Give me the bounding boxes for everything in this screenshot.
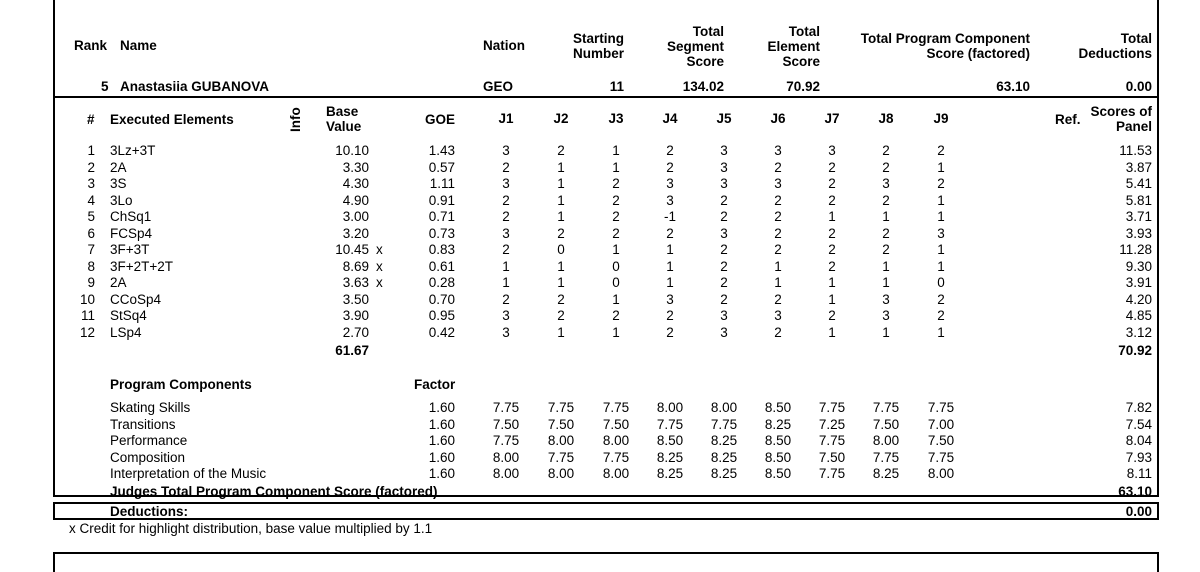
element-judge-score: 2 (557, 291, 565, 307)
element-goe: 0.61 (428, 258, 455, 274)
component-factor: 1.60 (428, 449, 455, 465)
element-judge-score: 2 (828, 192, 836, 208)
component-judge-score: 7.75 (710, 416, 738, 432)
element-judge-score: 2 (720, 275, 728, 290)
judge-header-4: J4 (662, 111, 678, 126)
element-judge-score: 2 (502, 159, 510, 175)
element-name: 3F+2T+2T (110, 258, 174, 274)
element-judge-score: 2 (612, 192, 620, 208)
element-panel-score: 3.93 (1125, 225, 1152, 241)
element-goe: 1.11 (429, 176, 455, 191)
element-judge-score: 2 (720, 209, 728, 224)
judge-header-5: J5 (716, 111, 732, 126)
element-judge-score: 1 (502, 258, 510, 274)
element-judge-score: 3 (666, 291, 674, 307)
component-name: Transitions (110, 416, 176, 432)
header-line: Panel (1115, 119, 1152, 134)
element-judge-score: 2 (612, 225, 620, 241)
element-panel-score: 11.28 (1119, 242, 1152, 257)
element-judge-score: 1 (666, 275, 674, 290)
element-base-value: 4.90 (342, 192, 369, 208)
element-panel-score: 11.53 (1119, 143, 1152, 158)
element-judge-score: 2 (720, 291, 728, 307)
element-judge-score: 1 (882, 209, 890, 224)
component-judge-score: 7.75 (818, 466, 846, 481)
component-judge-score: 8.00 (872, 433, 900, 448)
element-judge-score: 3 (882, 291, 890, 307)
component-panel-score: 7.54 (1125, 416, 1152, 432)
element-judge-score: 1 (882, 275, 890, 290)
element-judge-score: 1 (828, 324, 836, 340)
element-judge-score: 3 (720, 143, 728, 158)
element-judge-score: 3 (502, 225, 510, 241)
component-judge-score: 8.50 (764, 466, 792, 481)
element-judge-score: 2 (774, 242, 782, 257)
element-judge-score: -1 (663, 209, 676, 224)
element-panel-score: 3.87 (1125, 159, 1152, 175)
element-goe: 1.43 (428, 143, 455, 158)
elements-header-num: # (87, 112, 95, 127)
element-judge-score: 0 (557, 242, 565, 257)
element-num: 1 (87, 143, 95, 158)
element-judge-score: 1 (937, 209, 945, 224)
element-base-value: 4.30 (342, 176, 369, 191)
element-judge-score: 2 (612, 209, 620, 224)
component-judge-score: 8.00 (602, 466, 630, 481)
element-base-value: 10.10 (335, 143, 369, 158)
element-goe: 0.70 (428, 291, 455, 307)
component-judge-score: 7.75 (818, 433, 846, 448)
component-judge-score: 8.25 (710, 433, 738, 448)
component-judge-score: 7.50 (818, 449, 846, 465)
element-judge-score: 2 (774, 192, 782, 208)
components-total-label: Judges Total Program Component Score (factored) (110, 484, 438, 499)
element-judge-score: 1 (774, 275, 782, 290)
element-judge-score: 2 (502, 209, 510, 224)
element-judge-score: 2 (882, 159, 890, 175)
element-judge-score: 2 (666, 225, 674, 241)
element-judge-score: 3 (774, 308, 782, 323)
element-bonus-mark: x (376, 242, 383, 257)
element-judge-score: 1 (937, 242, 945, 257)
component-judge-score: 8.00 (547, 466, 575, 481)
element-judge-score: 3 (937, 225, 945, 241)
component-factor: 1.60 (428, 400, 455, 415)
element-judge-score: 3 (774, 176, 782, 191)
elements-total-base: 61.67 (335, 343, 369, 358)
skater-starting-number: 11 (609, 79, 624, 94)
header-line: Value (326, 119, 362, 134)
judge-header-6: J6 (770, 111, 786, 126)
skater-tss: 134.02 (682, 79, 724, 94)
element-judge-score: 2 (828, 176, 836, 191)
component-panel-score: 7.82 (1125, 400, 1152, 415)
component-panel-score: 8.04 (1125, 433, 1152, 448)
component-judge-score: 8.00 (492, 466, 520, 481)
component-panel-score: 8.11 (1126, 466, 1152, 481)
header-tss (640, 24, 724, 69)
element-name: 2A (110, 159, 127, 175)
element-judge-score: 2 (720, 242, 728, 257)
element-judge-score: 2 (882, 225, 890, 241)
component-judge-score: 8.00 (547, 433, 575, 448)
element-judge-score: 2 (502, 192, 510, 208)
element-judge-score: 0 (612, 275, 620, 290)
element-judge-score: 3 (666, 192, 674, 208)
element-judge-score: 0 (612, 258, 620, 274)
element-judge-score: 1 (666, 258, 674, 274)
component-judge-score: 8.50 (764, 400, 792, 415)
element-judge-score: 1 (937, 258, 945, 274)
element-judge-score: 1 (502, 275, 510, 290)
component-judge-score: 8.00 (656, 400, 684, 415)
element-judge-score: 1 (557, 275, 565, 290)
element-panel-score: 3.12 (1125, 324, 1152, 340)
footnote: x Credit for highlight distribution, base value multiplied by 1.1 (69, 521, 433, 536)
judge-header-7: J7 (824, 111, 840, 126)
header-line: Number (572, 46, 624, 61)
element-goe: 0.57 (428, 159, 455, 175)
element-judge-score: 3 (720, 225, 728, 241)
element-judge-score: 3 (502, 176, 510, 191)
component-judge-score: 7.75 (927, 400, 955, 415)
component-name: Interpretation of the Music (110, 466, 267, 481)
element-num: 6 (87, 225, 95, 241)
header-line: Base (326, 104, 359, 119)
element-num: 11 (80, 308, 95, 323)
component-judge-score: 7.75 (818, 400, 846, 415)
element-base-value: 8.69 (342, 258, 369, 274)
component-judge-score: 8.25 (656, 466, 684, 481)
elements-header-info: Info (288, 107, 303, 132)
skater-rank: 5 (101, 79, 109, 94)
component-judge-score: 7.50 (872, 416, 900, 432)
element-name: 2A (110, 275, 127, 290)
element-judge-score: 3 (720, 324, 728, 340)
element-judge-score: 1 (557, 176, 565, 191)
element-name: LSp4 (110, 324, 142, 340)
component-judge-score: 8.00 (710, 400, 738, 415)
elements-header-ref: Ref. (1055, 112, 1081, 127)
element-judge-score: 2 (828, 225, 836, 241)
element-num: 7 (87, 242, 95, 257)
element-panel-score: 3.91 (1125, 275, 1152, 290)
skater-deductions: 0.00 (1125, 79, 1152, 94)
element-panel-score: 3.71 (1125, 209, 1152, 224)
element-base-value: 3.90 (342, 308, 369, 323)
element-judge-score: 1 (937, 192, 945, 208)
element-judge-score: 2 (774, 291, 782, 307)
judge-header-3: J3 (608, 111, 624, 126)
element-name: 3Lo (110, 192, 133, 208)
component-judge-score: 7.25 (818, 416, 846, 432)
element-judge-score: 2 (612, 176, 620, 191)
element-base-value: 3.30 (342, 159, 369, 175)
elements-total-panel: 70.92 (1118, 343, 1152, 358)
element-bonus-mark: x (376, 258, 383, 274)
element-judge-score: 3 (720, 159, 728, 175)
element-judge-score: 3 (720, 176, 728, 191)
element-judge-score: 3 (666, 176, 674, 191)
component-judge-score: 7.50 (547, 416, 575, 432)
element-num: 2 (87, 159, 95, 175)
element-judge-score: 3 (882, 176, 890, 191)
element-goe: 0.95 (428, 308, 455, 323)
element-judge-score: 3 (828, 143, 836, 158)
component-judge-score: 8.50 (764, 433, 792, 448)
element-judge-score: 2 (774, 209, 782, 224)
skater-name: Anastasiia GUBANOVA (120, 79, 270, 94)
element-judge-score: 2 (882, 143, 890, 158)
element-judge-score: 1 (557, 258, 565, 274)
element-judge-score: 2 (937, 291, 945, 307)
element-bonus-mark: x (376, 275, 383, 290)
component-judge-score: 7.75 (602, 400, 630, 415)
element-judge-score: 2 (774, 324, 782, 340)
component-factor: 1.60 (428, 466, 455, 481)
element-num: 9 (87, 275, 95, 290)
element-judge-score: 2 (882, 192, 890, 208)
element-num: 8 (87, 258, 95, 274)
element-judge-score: 2 (828, 258, 836, 274)
component-judge-score: 7.75 (602, 449, 630, 465)
element-judge-score: 1 (557, 324, 565, 340)
component-judge-score: 8.00 (492, 449, 520, 465)
element-judge-score: 1 (612, 242, 620, 257)
component-judge-score: 7.75 (656, 416, 684, 432)
element-goe: 0.73 (428, 225, 455, 241)
header-pcs (830, 31, 1030, 61)
element-judge-score: 2 (828, 308, 836, 323)
element-judge-score: 3 (882, 308, 890, 323)
element-judge-score: 1 (937, 159, 945, 175)
judge-header-1: J1 (498, 111, 514, 126)
component-judge-score: 7.50 (927, 433, 955, 448)
element-judge-score: 0 (937, 275, 945, 290)
skater-pcs: 63.10 (996, 79, 1030, 94)
header-line: Total (788, 24, 820, 39)
header-deductions (1050, 31, 1152, 61)
element-num: 3 (87, 176, 95, 191)
element-panel-score: 5.41 (1125, 176, 1152, 191)
element-judge-score: 1 (774, 258, 782, 274)
header-line: Score (factored) (926, 46, 1030, 61)
element-judge-score: 2 (502, 291, 510, 307)
element-judge-score: 3 (720, 308, 728, 323)
element-judge-score: 2 (828, 159, 836, 175)
component-name: Composition (110, 449, 186, 465)
header-starting-number (540, 31, 624, 61)
element-goe: 0.28 (428, 275, 455, 290)
element-judge-score: 2 (774, 225, 782, 241)
component-judge-score: 8.25 (710, 466, 738, 481)
component-judge-score: 8.25 (656, 449, 684, 465)
header-line: Segment (666, 39, 724, 54)
element-base-value: 10.45 (335, 242, 369, 257)
element-panel-score: 4.20 (1125, 291, 1152, 307)
element-judge-score: 1 (828, 275, 836, 290)
element-judge-score: 2 (828, 242, 836, 257)
element-judge-score: 2 (557, 308, 565, 323)
element-goe: 0.42 (428, 324, 455, 340)
component-judge-score: 8.00 (602, 433, 630, 448)
element-judge-score: 3 (502, 308, 510, 323)
deductions-value: 0.00 (1125, 504, 1152, 519)
element-panel-score: 5.81 (1125, 192, 1152, 208)
element-judge-score: 2 (720, 258, 728, 274)
component-panel-score: 7.93 (1125, 449, 1152, 465)
header-line: Total (692, 24, 724, 39)
element-judge-score: 3 (502, 324, 510, 340)
element-name: 3Lz+3T (110, 143, 156, 158)
component-judge-score: 7.75 (492, 433, 520, 448)
element-num: 12 (79, 324, 95, 340)
header-line: Deductions (1078, 46, 1152, 61)
component-judge-score: 8.00 (927, 466, 955, 481)
element-panel-score: 4.85 (1125, 308, 1152, 323)
element-judge-score: 2 (666, 308, 674, 323)
element-judge-score: 3 (502, 143, 510, 158)
element-name: 3F+3T (110, 242, 150, 257)
elements-header-title: Executed Elements (110, 112, 234, 127)
element-judge-score: 1 (882, 258, 890, 274)
component-judge-score: 8.50 (764, 449, 792, 465)
element-judge-score: 2 (666, 324, 674, 340)
element-base-value: 2.70 (342, 324, 369, 340)
element-judge-score: 1 (612, 159, 620, 175)
header-line: Element (767, 39, 820, 54)
header-line: Total (1120, 31, 1152, 46)
header-line: Score (782, 54, 820, 69)
elements-header-panel (1050, 104, 1152, 134)
component-judge-score: 7.75 (872, 400, 900, 415)
element-judge-score: 1 (557, 159, 565, 175)
header-line: Total Program Component (860, 31, 1030, 46)
element-judge-score: 2 (720, 192, 728, 208)
element-base-value: 3.50 (342, 291, 369, 307)
element-judge-score: 1 (828, 291, 836, 307)
component-judge-score: 7.75 (547, 400, 575, 415)
element-judge-score: 2 (882, 242, 890, 257)
element-judge-score: 1 (557, 209, 565, 224)
element-judge-score: 1 (612, 324, 620, 340)
element-judge-score: 2 (937, 176, 945, 191)
component-judge-score: 7.75 (492, 400, 520, 415)
skater-nation: GEO (483, 79, 514, 94)
element-judge-score: 2 (612, 308, 620, 323)
components-header-title: Program Components (110, 377, 252, 392)
element-base-value: 3.20 (342, 225, 369, 241)
component-judge-score: 7.50 (602, 416, 630, 432)
component-judge-score: 7.75 (872, 449, 900, 465)
component-judge-score: 8.25 (764, 416, 792, 432)
divider (53, 96, 1159, 98)
component-judge-score: 7.75 (927, 449, 955, 465)
element-judge-score: 2 (502, 242, 510, 257)
element-judge-score: 1 (666, 242, 674, 257)
component-judge-score: 8.25 (710, 449, 738, 465)
element-judge-score: 1 (612, 143, 620, 158)
element-base-value: 3.00 (342, 209, 369, 224)
element-name: ChSq1 (110, 209, 152, 224)
element-name: FCSp4 (110, 225, 153, 241)
component-judge-score: 7.50 (492, 416, 520, 432)
element-goe: 0.83 (428, 242, 455, 257)
judge-header-8: J8 (878, 111, 894, 126)
component-factor: 1.60 (428, 433, 455, 448)
elements-header-base (326, 104, 361, 134)
element-goe: 0.91 (428, 192, 455, 208)
element-name: 3S (110, 176, 127, 191)
components-header-factor: Factor (414, 377, 456, 392)
component-judge-score: 8.50 (656, 433, 684, 448)
element-num: 5 (87, 209, 95, 224)
element-goe: 0.71 (428, 209, 455, 224)
element-judge-score: 2 (666, 159, 674, 175)
element-name: CCoSp4 (110, 291, 162, 307)
component-judge-score: 8.25 (872, 466, 900, 481)
element-judge-score: 1 (557, 192, 565, 208)
component-judge-score: 7.75 (547, 449, 575, 465)
header-line: Score (686, 54, 724, 69)
component-judge-score: 7.00 (927, 416, 955, 432)
component-name: Performance (110, 433, 188, 448)
component-name: Skating Skills (110, 400, 191, 415)
header-rank: Rank (74, 38, 108, 53)
element-judge-score: 2 (774, 159, 782, 175)
element-judge-score: 3 (774, 143, 782, 158)
elements-header-goe: GOE (424, 112, 455, 127)
element-judge-score: 1 (612, 291, 620, 307)
header-name: Name (120, 38, 157, 53)
skater-tes: 70.92 (786, 79, 820, 94)
element-num: 10 (79, 291, 95, 307)
components-total-value: 63.10 (1118, 484, 1152, 499)
element-judge-score: 2 (666, 143, 674, 158)
element-judge-score: 2 (557, 143, 565, 158)
header-nation: Nation (483, 38, 525, 53)
element-judge-score: 2 (557, 225, 565, 241)
element-name: StSq4 (110, 308, 147, 323)
header-tes (736, 24, 820, 69)
deductions-frame (53, 502, 1159, 520)
deductions-label: Deductions: (110, 504, 189, 519)
judge-header-9: J9 (933, 111, 949, 126)
judge-header-2: J2 (553, 111, 569, 126)
element-judge-score: 1 (937, 324, 945, 340)
component-factor: 1.60 (428, 416, 455, 432)
element-num: 4 (87, 192, 95, 208)
header-line: Scores of (1090, 104, 1152, 119)
next-sheet-frame (53, 552, 1159, 572)
element-judge-score: 1 (882, 324, 890, 340)
element-panel-score: 9.30 (1125, 258, 1152, 274)
element-base-value: 3.63 (342, 275, 369, 290)
element-judge-score: 2 (937, 308, 945, 323)
element-judge-score: 1 (828, 209, 836, 224)
element-judge-score: 2 (937, 143, 945, 158)
header-line: Starting (572, 31, 624, 46)
